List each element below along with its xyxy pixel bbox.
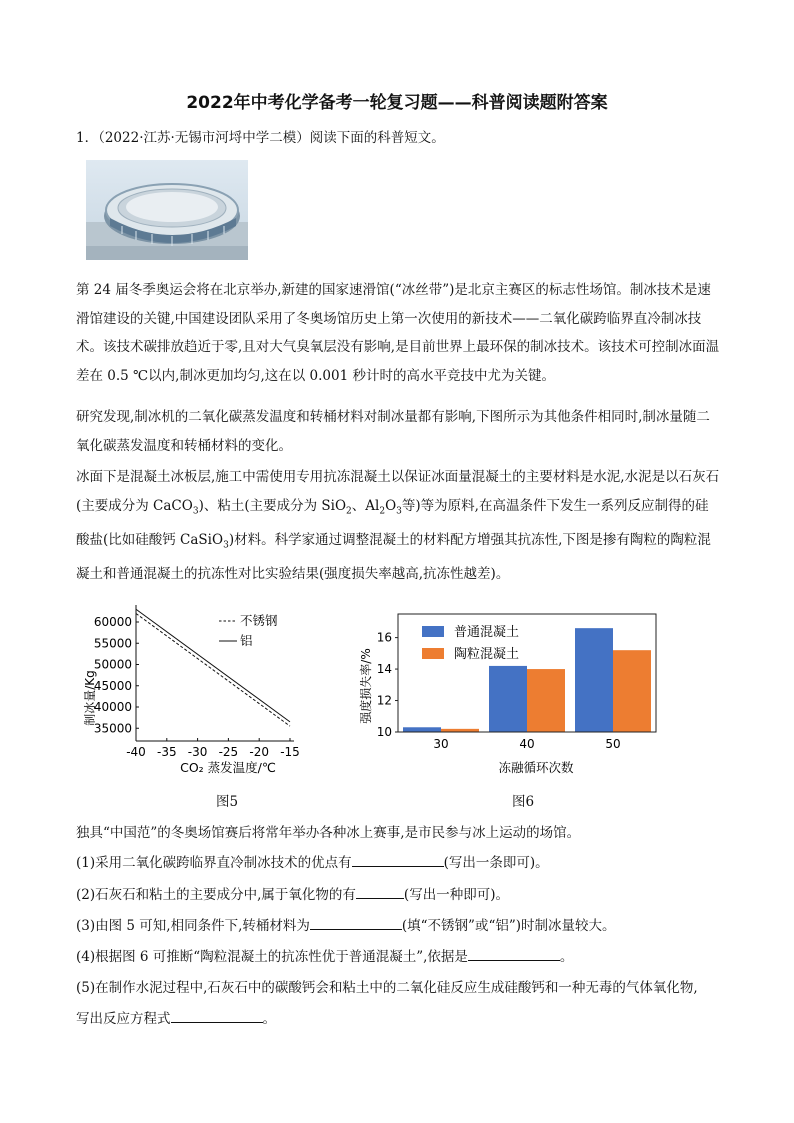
stadium-photo: [86, 160, 248, 260]
fig6-bar-ordinary-40: [489, 666, 527, 732]
fig6-bar-ordinary-30: [403, 727, 441, 732]
fig6-xtick-label: 40: [519, 737, 535, 751]
page-title: 2022年中考化学备考一轮复习题——科普阅读题附答案: [186, 93, 608, 113]
paragraph-3: 冰面下是混凝土冰板层,施工中需使用专用抗冻混凝土以保证冰面量混凝土的主要材料是水泥,水泥是以石灰石(主要成分为 CaCO$_3$)、粘土(主要成分为 SiO$_2$、$Al_2O_3$等)等为原料,在高温条件下发生一系列反应制得的硅酸盐(比如硅酸钙 CaSiO$_3$)材料。科学家通过调整混凝土的材料配方增强其抗冻性,下图是掺有陶粒的陶粒混凝土和普通混凝土的抗冻性对比实验结果(强度损失率越高,抗冻性越差)。: [76, 469, 720, 582]
fig6-bar-ordinary-50: [575, 628, 613, 732]
fig5-ytick-label: 50000: [93, 657, 132, 672]
figure-5-line-chart: [78, 598, 328, 778]
after-figures-text: 独具“中国范”的冬奥场馆赛后将常年举办各种冰上赛事,是市民参与冰上运动的场馆。: [76, 825, 581, 841]
legend-ordinary: 普通混凝土: [454, 625, 520, 640]
fig6-ytick-label: 12: [376, 693, 392, 708]
legend-aluminum: 铝: [240, 633, 253, 648]
fig5-ytick-label: 55000: [93, 636, 132, 651]
legend-ceramsite-swatch: [422, 648, 444, 659]
fig5-ytick-label: 45000: [93, 678, 132, 693]
fig6-xtick-label: 30: [433, 737, 449, 751]
answer-blank-1[interactable]: [352, 853, 444, 867]
fig5-series-stainless: [136, 614, 290, 727]
answer-blank-3[interactable]: [310, 916, 402, 930]
figure-6-bar-chart: [350, 608, 660, 780]
question-2: (2)石灰石和粘土的主要成分中,属于氧化物的有 (写出一种即可)。: [76, 887, 509, 903]
fig6-bar-ceramsite-40: [527, 669, 565, 732]
question-intro: 1．（2022·江苏·无锡市河埒中学二模）阅读下面的科普短文。: [76, 130, 445, 146]
fig5-xtick-label: -30: [187, 745, 208, 759]
question-1: (1)采用二氧化碳跨临界直冷制冰技术的优点有 (写出一条即可)。: [76, 855, 549, 871]
fig6-xtick-label: 50: [605, 737, 621, 751]
fig5-legend: [219, 613, 278, 648]
fig5-ytick-label: 40000: [93, 700, 132, 714]
fig5-xtick-label: -35: [156, 745, 177, 759]
legend-ceramsite: 陶粒混凝土: [454, 647, 520, 662]
answer-blank-5[interactable]: [171, 1009, 263, 1023]
question-5-cont: 写出反应方程式 。: [76, 1011, 276, 1027]
fig6-ytick-label: 16: [376, 630, 392, 645]
fig5-ytick-label: 60000: [93, 615, 132, 629]
fig5-ylabel: 制冰量/Kg: [83, 670, 97, 726]
answer-blank-2[interactable]: [356, 885, 404, 899]
question-4: (4)根据图 6 可推断“陶粒混凝土的抗冻性优于普通混凝土”,依据是 。: [76, 949, 574, 965]
paragraph-1: 第 24 届冬季奥运会将在北京举办,新建的国家速滑馆(“冰丝带”)是北京主赛区的标志性场馆。制冰技术是速滑馆建设的关键,中国建设团队采用了冬奥场馆历史上第一次使用的新技术——二氧化碳跨临界直冷制冰技术。该技术碳排放趋近于零,且对大气臭氧层没有影响,是目前世界上最环保的制冰技术。该技术可控制冰面温差在 0.5 ℃以内,制冰更加均匀,这在以 0.001 秒计时的高水平竞技中尤为关键。: [76, 282, 720, 384]
fig5-xtick-label: -40: [126, 745, 146, 759]
fig5-xtick-label: -15: [280, 745, 300, 759]
answer-blank-4[interactable]: [468, 947, 560, 961]
fig5-caption: 图5: [216, 794, 239, 810]
fig6-ytick-label: 14: [376, 662, 392, 677]
legend-ordinary-swatch: [422, 626, 444, 637]
paragraph-2: 研究发现,制冰机的二氧化碳蒸发温度和转桶材料对制冰量都有影响,下图所示为其他条件相同时,制冰量随二氧化碳蒸发温度和转桶材料的变化。: [76, 409, 710, 454]
fig5-xtick-label: -20: [249, 745, 270, 759]
fig6-ylabel: 强度损失率/%: [359, 648, 373, 724]
fig5-xlabel: CO₂ 蒸发温度/℃: [180, 760, 276, 775]
fig6-bar-ceramsite-50: [613, 650, 651, 732]
fig6-xlabel: 冻融循环次数: [498, 760, 574, 775]
fig6-legend: [422, 624, 519, 662]
legend-stainless: 不锈钢: [240, 613, 278, 628]
fig5-xtick-label: -25: [218, 745, 239, 759]
question-5: (5)在制作水泥过程中,石灰石中的碳酸钙会和粘土中的二氧化硅反应生成硅酸钙和一种无毒的气体氧化物,: [76, 980, 698, 996]
fig6-ytick-label: 10: [376, 725, 392, 739]
question-3: (3)由图 5 可知,相同条件下,转桶材料为 (填“不锈钢”或“铝”)时制冰量较大。: [76, 918, 616, 934]
fig5-ytick-label: 35000: [93, 721, 132, 736]
fig6-caption: 图6: [512, 794, 535, 810]
